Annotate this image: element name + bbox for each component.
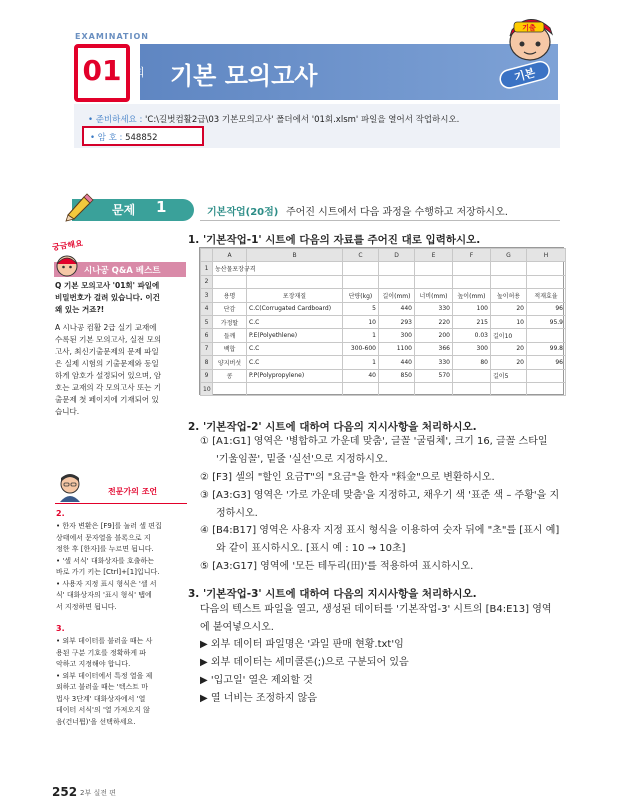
qa-answer-line: 수록된 기본 모의고사, 실전 모의	[55, 335, 162, 344]
row-header: 1	[201, 262, 213, 275]
q3-bullet: ▶ 외부 데이터 파일명은 '과일 판매 현황.txt'임	[200, 639, 404, 650]
cell: 용명	[213, 289, 247, 302]
tip-line: 식' 대화상자의 '표시 형식' 탭에	[56, 591, 152, 599]
cell: 330	[415, 356, 453, 369]
cell	[527, 382, 566, 395]
cell: C.C	[247, 315, 343, 328]
q2-item-1-cont: '기울임꼴', 밑줄 '실선'으로 지정하시오.	[216, 454, 388, 465]
tip-number: 3.	[56, 624, 65, 633]
column-header: G	[491, 249, 527, 262]
password-line	[90, 131, 158, 143]
cell	[491, 262, 527, 275]
cell: 300	[453, 342, 491, 355]
cell	[453, 369, 491, 382]
tip-line: • 한자 변환은 [F9]를 눌러 셀 편집	[56, 522, 162, 530]
cell: 10	[491, 315, 527, 328]
pencil-icon	[64, 191, 94, 221]
cell: 1	[343, 329, 379, 342]
cell: 너비(mm)	[415, 289, 453, 302]
cell	[247, 262, 343, 275]
q2-item-4-cont: 와 같이 표시하시오. [표시 예 : 10 → 10초]	[216, 543, 406, 554]
tip-line: • '셀 서식' 대화상자를 호출하는	[56, 556, 155, 565]
cell: 293	[379, 315, 415, 328]
cell: 40	[343, 369, 379, 382]
cell	[343, 275, 379, 288]
cell: 20	[491, 342, 527, 355]
q2-item-4: ④ [B4:B17] 영역은 사용자 지정 표시 형식을 이용하여 숫자 뒤에 "초"를 [표시 예]	[200, 525, 560, 536]
table-row	[201, 302, 566, 315]
cell: 0.03	[453, 329, 491, 342]
cell	[213, 275, 247, 288]
tip-line: 외하고 불러올 때는 '텍스트 마	[56, 683, 148, 691]
qa-question-line: Q 기본 모의고사 '01회' 파일에	[55, 281, 160, 290]
cell	[527, 369, 566, 382]
qa-answer-line: 출문제 첫 페이지에 기재되어 있	[55, 395, 159, 404]
q3-bullet: ▶ 열 너비는 조정하지 않음	[200, 693, 318, 704]
column-header	[201, 249, 213, 262]
qa-answer-line: 호는 교재의 각 모의고사 또는 기	[55, 383, 162, 392]
svg-text:기출: 기출	[522, 24, 536, 32]
cell	[379, 382, 415, 395]
cell: 가정딸	[213, 315, 247, 328]
table-row	[201, 275, 566, 288]
qa-answer-line: 하게 암호가 설정되어 있으며, 암	[55, 371, 162, 380]
cell	[379, 275, 415, 288]
cell	[247, 275, 343, 288]
table-row	[201, 315, 566, 328]
table-row	[201, 329, 566, 342]
q3-line: 다음의 텍스트 파일을 열고, 생성된 데이터를 '기본작업-3' 시트의 [B4:E13] 영역	[200, 604, 552, 615]
column-header: C	[343, 249, 379, 262]
cell: 95.9	[527, 315, 566, 328]
row-header: 8	[201, 356, 213, 369]
q2-item-2: ② [F3] 셀의 "할인 요금T"의 "요금"을 한자 "料金"으로 변환하시오.	[200, 472, 495, 483]
cell	[379, 262, 415, 275]
cell: 440	[379, 356, 415, 369]
row-header: 3	[201, 289, 213, 302]
cell	[453, 382, 491, 395]
cell: 양지버섯	[213, 356, 247, 369]
row-header: 6	[201, 329, 213, 342]
cell	[343, 382, 379, 395]
q3-line: 에 붙여넣으시오.	[200, 622, 274, 633]
prep-instruction	[88, 113, 459, 125]
cell	[453, 262, 491, 275]
cell: 96	[527, 356, 566, 369]
cell: 포장재질	[247, 289, 343, 302]
cell: C.C	[247, 342, 343, 355]
cell: C.C(Corrugated Cardboard)	[247, 302, 343, 315]
cell	[491, 275, 527, 288]
cell: 100	[453, 302, 491, 315]
row-header: 10	[201, 382, 213, 395]
q3-bullet: ▶ '입고일' 열은 제외할 것	[200, 675, 313, 686]
qa-answer-line: 고사, 최신기출문제의 문제 파일	[55, 347, 159, 356]
table-row	[201, 369, 566, 382]
problem-label: 문제	[112, 203, 136, 217]
cell: 10	[343, 315, 379, 328]
q2-item-1: ① [A1:G1] 영역은 '병합하고 가운데 맞춤', 글꼴 '굴림체', 크기 16, 글꼴 스타일	[200, 436, 548, 447]
qa-question	[55, 280, 187, 316]
cell: 99.8	[527, 342, 566, 355]
q2-item-3: ③ [A3:G3] 영역은 '가로 가운데 맞춤'을 지정하고, 채우기 색 '표준 색 – 주황'을 지	[200, 490, 560, 501]
cell: 1100	[379, 342, 415, 355]
column-header: E	[415, 249, 453, 262]
cell	[415, 382, 453, 395]
cell: 330	[415, 302, 453, 315]
tip-3	[56, 636, 186, 728]
prep-label: • 준비하세요 :	[88, 115, 143, 125]
cell	[527, 329, 566, 342]
expert-divider	[55, 503, 187, 504]
tip-line: 정한 후 [한자]를 누르면 됩니다.	[56, 545, 154, 553]
tip-number: 2.	[56, 509, 65, 518]
cell	[247, 382, 343, 395]
expert-tip-title: 전문가의 조언	[108, 487, 158, 496]
cell: 적재효율	[527, 289, 566, 302]
q2-item-3-cont: 정하시오.	[216, 508, 258, 519]
row-header: 9	[201, 369, 213, 382]
tip-line: • 외부 데이터에서 특정 열을 제	[56, 671, 153, 680]
qa-question-line: 비밀번호가 걸려 있습니다. 이건	[55, 293, 160, 302]
tip-line: • 외부 데이터를 불러올 때는 사	[56, 637, 153, 645]
cell: 높이(mm)	[453, 289, 491, 302]
row-header: 2	[201, 275, 213, 288]
column-header: B	[247, 249, 343, 262]
cell: 20	[491, 302, 527, 315]
tip-line: 바로 가기 키는 [Ctrl]+[1]입니다.	[56, 568, 160, 576]
cell: 들깨	[213, 329, 247, 342]
cell: 높이허용	[491, 289, 527, 302]
cell	[527, 275, 566, 288]
column-header: H	[527, 249, 566, 262]
cell: 5	[343, 302, 379, 315]
tip-line: 악하고 지정해야 합니다.	[56, 660, 131, 668]
row-header: 7	[201, 342, 213, 355]
cell	[491, 382, 527, 395]
sidebar-tag: 궁금해요	[51, 238, 84, 253]
cell: 농산물포장규격	[213, 262, 247, 275]
character-icon	[54, 252, 80, 278]
cell: 길이5	[491, 369, 527, 382]
column-header: D	[379, 249, 415, 262]
section-label: EXAMINATION	[75, 32, 149, 41]
cell	[343, 262, 379, 275]
cell	[415, 262, 453, 275]
spreadsheet-table	[200, 248, 566, 396]
cell: 단감	[213, 302, 247, 315]
cell: 366	[415, 342, 453, 355]
cell	[415, 275, 453, 288]
cell: C.C	[247, 356, 343, 369]
table-row	[201, 356, 566, 369]
cell: 80	[453, 356, 491, 369]
cell	[527, 262, 566, 275]
password-value: 548852	[125, 133, 158, 143]
tip-line: 데이터 서식'의 '열 가져오지 않	[56, 706, 150, 714]
table-row	[201, 342, 566, 355]
table-row	[201, 382, 566, 395]
prep-text: 'C:\길벗컴활2급\03 기본모의고사' 폴더에서 '01회.xlsm' 파일을 열어서 작업하시오.	[145, 115, 460, 125]
row-header: 5	[201, 315, 213, 328]
cell: 백합	[213, 342, 247, 355]
q3-bullet: ▶ 외부 데이터는 세미콜론(;)으로 구분되어 있음	[200, 657, 409, 668]
footer-section: 2부 실전 편	[80, 789, 116, 797]
question-1-title: 1. '기본작업-1' 시트에 다음의 자료를 주어진 대로 입력하시오.	[188, 234, 481, 246]
cell: 20	[491, 356, 527, 369]
tip-line: 서 지정하면 됩니다.	[56, 602, 117, 611]
cell: 215	[453, 315, 491, 328]
q2-item-5: ⑤ [A3:G17] 영역에 '모든 테두리(田)'를 적용하여 표시하시오.	[200, 561, 474, 572]
cell: 길이(mm)	[379, 289, 415, 302]
cell: 단량(kg)	[343, 289, 379, 302]
tip-line: 상태에서 문자열을 블록으로 지	[56, 533, 151, 542]
cell: 200	[415, 329, 453, 342]
page-number: 252	[52, 785, 78, 799]
exam-number: 01	[82, 54, 122, 87]
cell: 300	[379, 329, 415, 342]
cell: 850	[379, 369, 415, 382]
question-2-title: 2. '기본작업-2' 시트에 대하여 다음의 지시사항을 처리하시오.	[188, 421, 477, 433]
cell: 570	[415, 369, 453, 382]
qa-chip-label: 시나공 Q&A 베스트	[84, 266, 161, 276]
divider	[200, 220, 560, 221]
row-header: 4	[201, 302, 213, 315]
cell: 콩	[213, 369, 247, 382]
problem-description: 주어진 시트에서 다음 과정을 수행하고 저장하시오.	[286, 207, 508, 218]
cell: 440	[379, 302, 415, 315]
page-title: 기본 모의고사	[170, 62, 318, 90]
tip-line: 음(건너뜀)'을 선택하세요.	[56, 717, 136, 726]
mascot-badge: 기본	[512, 66, 537, 85]
exam-number-suffix: 회	[134, 66, 145, 79]
cell	[213, 382, 247, 395]
qa-answer-line: 습니다.	[55, 407, 80, 416]
qa-answer-line: 은 실제 시험의 기출문제와 동일	[55, 359, 159, 368]
cell: 길이10	[491, 329, 527, 342]
table-row	[201, 262, 566, 275]
column-header: F	[453, 249, 491, 262]
qa-answer	[55, 322, 187, 418]
qa-question-line: 왜 있는 거죠?!	[55, 305, 105, 314]
problem-subtitle: 기본작업(20점)	[207, 207, 279, 218]
tip-2	[56, 521, 186, 613]
problem-number: 1	[156, 198, 167, 216]
column-header: A	[213, 249, 247, 262]
password-label: • 암 호 :	[90, 133, 123, 143]
spreadsheet-image	[199, 247, 564, 395]
tip-line: 법사 3단계' 대화상자에서 '열	[56, 694, 146, 703]
tip-line: • 사용자 지정 표시 형식은 '셀 서	[56, 579, 157, 588]
cell: 1	[343, 356, 379, 369]
qa-answer-line: A 시나공 컴활 2급 실기 교재에	[55, 323, 157, 332]
tip-line: 용된 구분 기호를 정확하게 파	[56, 648, 147, 657]
cell: P.P(Polypropylene)	[247, 369, 343, 382]
expert-avatar-icon	[56, 472, 84, 502]
cell	[453, 275, 491, 288]
mascot-icon	[494, 14, 564, 92]
cell: 96	[527, 302, 566, 315]
cell: 300-600	[343, 342, 379, 355]
question-3-title: 3. '기본작업-3' 시트에 대하여 다음의 지시사항을 처리하시오.	[188, 588, 477, 600]
cell: 220	[415, 315, 453, 328]
cell: P.E(Polyethlene)	[247, 329, 343, 342]
table-row	[201, 289, 566, 302]
